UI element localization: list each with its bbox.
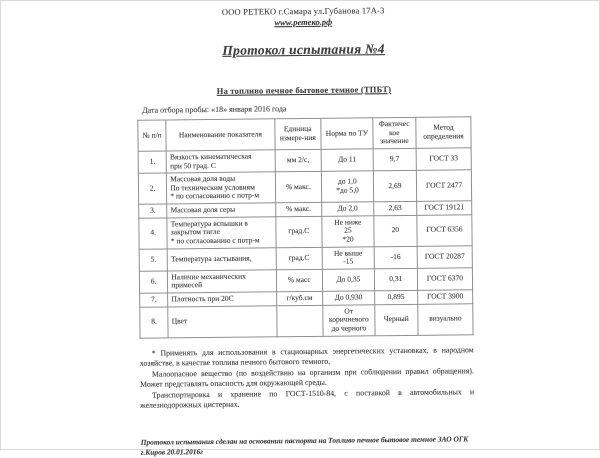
method-cell: ГОСТ 3900 bbox=[418, 290, 473, 304]
method-cell: ГОСТ 20287 bbox=[417, 245, 472, 268]
col-header-method: Метод определения bbox=[416, 117, 471, 148]
norm-cell: От коричневого до черного bbox=[323, 304, 375, 335]
method-cell: ГОСТ 6356 bbox=[417, 214, 472, 245]
indicator-name-cell: Температура застывания, bbox=[167, 247, 275, 270]
actual-value-cell: Черный bbox=[374, 304, 418, 335]
actual-value-cell: 0,31 bbox=[374, 268, 418, 291]
method-cell: ГОСТ 33 bbox=[416, 148, 471, 171]
sample-date-line: Дата отбора пробы: «18» января 2016 года bbox=[142, 104, 287, 115]
actual-value-cell: 9,7 bbox=[373, 148, 417, 171]
norm-cell: До 0,930 bbox=[323, 291, 375, 305]
actual-value-cell: -16 bbox=[374, 246, 418, 269]
row-number-cell: 4. bbox=[139, 218, 168, 249]
norm-cell: До 2,0 bbox=[322, 202, 374, 216]
basis-statement: Протокол испытания сделан на основании паспорта на Топливо печное бытовое темное ЗАО ОГК г.Киров 20.01.2016г bbox=[140, 434, 469, 457]
row-number-cell: 8. bbox=[140, 307, 169, 338]
unit-cell: град.С bbox=[275, 216, 322, 247]
norm-cell: до 1,0 *до 5,0 bbox=[321, 171, 373, 202]
table-row bbox=[138, 170, 471, 204]
col-header-norm: Норма по ТУ bbox=[321, 118, 373, 149]
method-cell: визуально bbox=[418, 303, 473, 334]
table-row bbox=[140, 303, 473, 337]
note-line: * Применять для использования в стационарных энергетических установках, в народном хозяйстве, в качестве топлива печного бытового темного. bbox=[139, 344, 474, 368]
col-header-actual: Фактичес кое значение bbox=[373, 117, 417, 148]
company-address-line: ООО РЕТЕКО г.Самара ул.Губанова 17А-3 bbox=[221, 5, 385, 17]
unit-cell: град.С bbox=[276, 247, 323, 270]
indicator-name-cell: Массовая доля серы bbox=[167, 203, 275, 218]
unit-cell: г/куб.см bbox=[276, 291, 323, 305]
document-subject: На топливо печное бытовое темное (ТПБТ) bbox=[216, 84, 392, 96]
method-cell: ГОСТ 2477 bbox=[416, 170, 471, 201]
col-header-unit: Единица измере-ния bbox=[274, 118, 321, 149]
row-number-cell: 7. bbox=[140, 293, 168, 307]
norm-cell: Не ниже 25 *20 bbox=[322, 215, 374, 246]
note-line: Транспортировка и хранение по ГОСТ-1510-84, с поставкой в автомобильных и железнодорожных цистернах. bbox=[140, 387, 475, 410]
indicator-name-cell: Плотность при 20С bbox=[168, 292, 276, 307]
row-number-cell: 2. bbox=[138, 173, 167, 204]
indicator-name-cell: Наличие механических примесей bbox=[168, 270, 276, 293]
note-line: Малоопасное вещество (по воздействию на организм при соблюдении правил обращения). Может представлять опасность для окружающей среды. bbox=[140, 365, 474, 389]
method-cell: ГОСТ 19121 bbox=[417, 201, 472, 215]
method-cell: ГОСТ 6370 bbox=[417, 268, 472, 291]
page-title: Протокол испытания №4 bbox=[222, 41, 385, 58]
norm-cell: До 0,35 bbox=[322, 269, 374, 292]
row-number-cell: 5. bbox=[139, 248, 168, 271]
unit-cell: % масс bbox=[276, 269, 323, 292]
row-number-cell: 1. bbox=[138, 151, 167, 174]
unit-cell bbox=[276, 305, 323, 336]
indicator-name-cell: Массовая доля воды По техническим условиям * по согласованию с потр-м bbox=[167, 172, 276, 204]
scanned-document bbox=[136, 4, 475, 458]
actual-value-cell: 2,63 bbox=[373, 201, 416, 215]
unit-cell: мм 2/с, bbox=[275, 149, 322, 172]
usage-notes bbox=[140, 345, 475, 411]
indicator-name-cell: Температура вспышки в закрытом тигле * по согласованию с потр-м bbox=[167, 216, 276, 248]
indicator-name-cell: Цвет bbox=[168, 305, 277, 337]
row-number-cell: 6. bbox=[139, 271, 168, 294]
col-header-indicator: Наименование показателя bbox=[166, 119, 275, 151]
col-header-number: № п/п bbox=[138, 120, 167, 151]
row-number-cell: 3. bbox=[139, 204, 167, 218]
actual-value-cell: 2,69 bbox=[373, 170, 417, 201]
test-results-table bbox=[137, 116, 473, 338]
norm-cell: Не выше -15 bbox=[322, 246, 374, 269]
actual-value-cell: 0,895 bbox=[374, 290, 417, 304]
table-header-row bbox=[138, 117, 471, 151]
unit-cell: % макс. bbox=[275, 202, 322, 216]
unit-cell: % макс. bbox=[275, 171, 322, 202]
company-website: www.ретеко.рф bbox=[274, 16, 333, 28]
table-row bbox=[139, 214, 472, 248]
actual-value-cell: 20 bbox=[374, 215, 418, 246]
norm-cell: До 11 bbox=[321, 149, 373, 172]
indicator-name-cell: Вязкость кинематическая при 50 град. С bbox=[166, 150, 274, 173]
